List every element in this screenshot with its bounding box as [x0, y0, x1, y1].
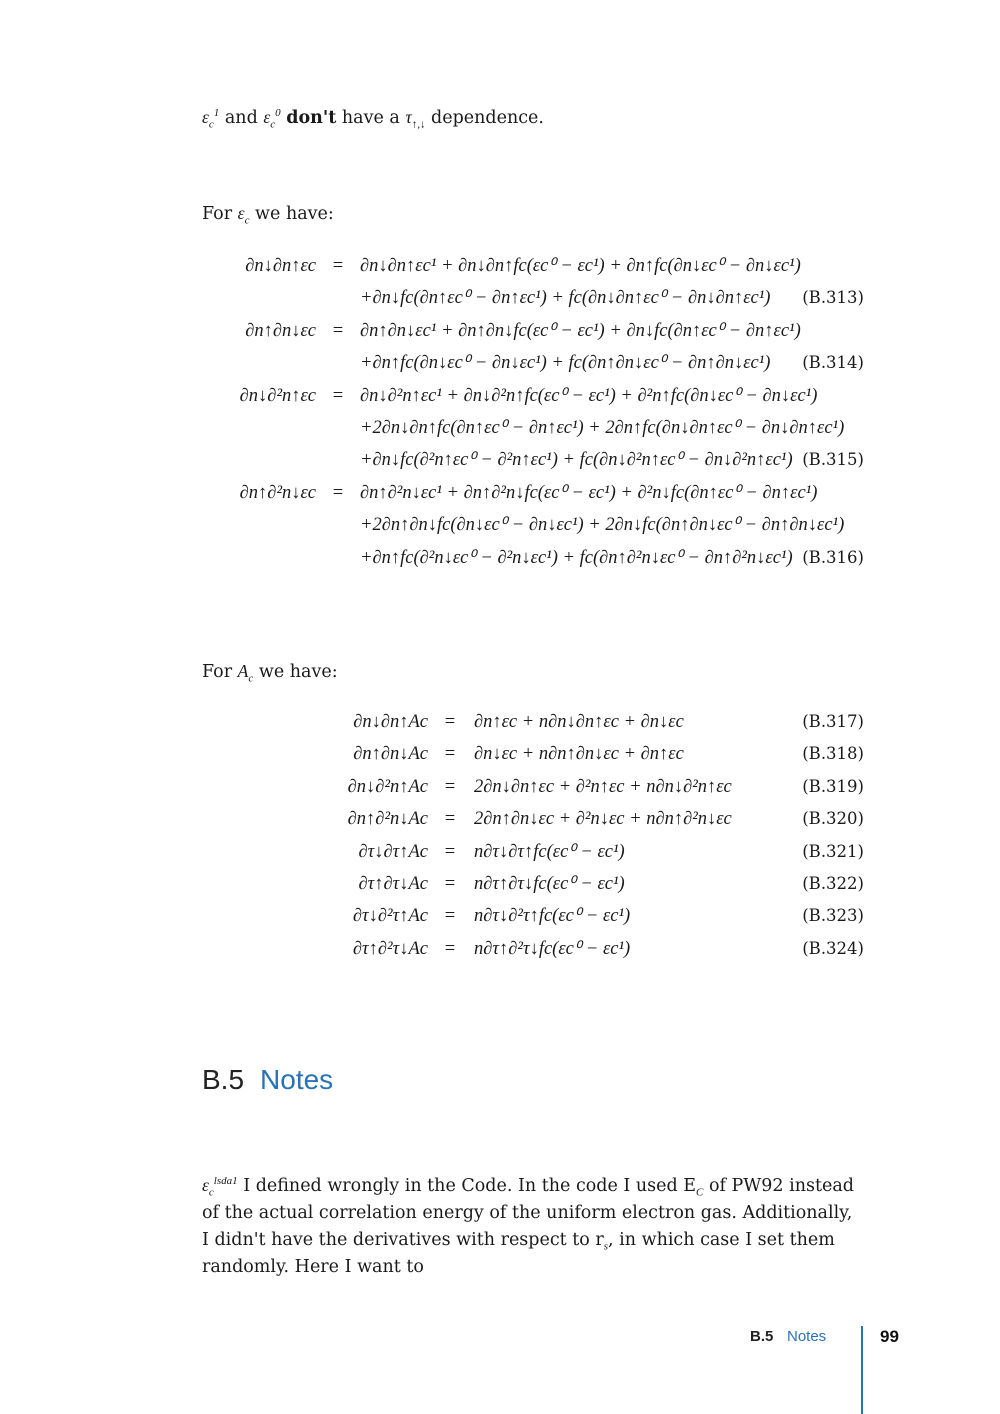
eps-eq-row: [0, 477, 1000, 509]
eps-eq-row: [0, 315, 1000, 347]
intro-dont: don't: [286, 108, 337, 128]
A-eq-row: [0, 706, 1000, 738]
A-eq-rhs: n∂τ↓∂²τ↑fc(εc⁰ − εc¹): [474, 906, 631, 927]
A-eq-rhs: n∂τ↓∂τ↑fc(εc⁰ − εc¹): [474, 841, 625, 862]
A-eq-row: [0, 868, 1000, 900]
eps-eq-rhs: +∂n↓fc(∂n↑εc⁰ − ∂n↑εc¹) + fc(∂n↓∂n↑εc⁰ − ∂n↓∂n↑εc¹): [360, 288, 771, 309]
A-eq-equals: =: [444, 906, 456, 927]
eps-eq-equals: =: [332, 385, 344, 406]
A-eq-number: (B.323): [802, 906, 864, 926]
footer-section-number: B.5: [750, 1328, 774, 1345]
A-eq-lhs: ∂n↑∂²n↓Ac: [347, 809, 428, 830]
A-eq-equals: =: [444, 874, 456, 894]
eps-eq-lhs: ∂n↓∂²n↑εc: [239, 385, 316, 406]
eps-eq-lhs: ∂n↑∂²n↓εc: [239, 482, 316, 503]
A-eq-number: (B.321): [802, 841, 864, 861]
section-number: B.5: [202, 1064, 245, 1095]
A-eq-equals: =: [444, 712, 456, 732]
A-eq-rhs: ∂n↑εc + n∂n↓∂n↑εc + ∂n↓εc: [474, 712, 684, 732]
eps-eq-row: [0, 509, 1000, 541]
A-eq-equals: =: [444, 841, 456, 862]
intro-line: $\varepsilon_c^1$ and $\varepsilon_c^0$ don't have a $\tau_{↑,↓}$ dependence.: [202, 107, 544, 131]
A-eq-row: [0, 933, 1000, 965]
page-number: 99: [880, 1327, 899, 1346]
A-eq-equals: =: [444, 938, 456, 959]
eps-eq-number: (B.316): [802, 547, 864, 567]
A-eq-row: [0, 836, 1000, 868]
eps-eq-rhs: ∂n↑∂²n↓εc¹ + ∂n↑∂²n↓fc(εc⁰ − εc¹) + ∂²n↓fc(∂n↑εc⁰ − ∂n↑εc¹): [360, 482, 818, 503]
for-A-line: For $A_c$ we have:: [202, 661, 338, 685]
intro-and: and: [224, 108, 258, 128]
eps-eq-row: [0, 412, 1000, 444]
eps-eq-rhs: +2∂n↑∂n↓fc(∂n↓εc⁰ − ∂n↓εc¹) + 2∂n↓fc(∂n↑∂n↓εc⁰ − ∂n↑∂n↓εc¹): [360, 515, 845, 536]
A-eq-lhs: ∂τ↑∂²τ↓Ac: [352, 938, 428, 959]
A-eq-lhs: ∂n↑∂n↓Ac: [353, 744, 428, 765]
intro-tail: dependence.: [431, 108, 544, 128]
intro-rest: have a: [341, 108, 400, 128]
eps-eq-rhs: ∂n↓∂n↑εc¹ + ∂n↓∂n↑fc(εc⁰ − εc¹) + ∂n↑fc(∂n↓εc⁰ − ∂n↓εc¹): [360, 256, 801, 276]
A-eq-lhs: ∂τ↓∂τ↑Ac: [358, 841, 428, 862]
notes-paragraph: $\varepsilon_c^{lsda1}$ I defined wrongly in the Code. In the code I used $E_C$ of PW92 instead of the actual correlation energy of the uniform electron gas. Additionally, I didn't have the derivatives with respect to $r_s$, in which case I set them randomly. Here I want to: [202, 1175, 854, 1277]
eps-eq-rhs: +2∂n↓∂n↑fc(∂n↑εc⁰ − ∂n↑εc¹) + 2∂n↑fc(∂n↓∂n↑εc⁰ − ∂n↓∂n↑εc¹): [360, 418, 845, 438]
eps-eq-number: (B.313): [802, 288, 864, 308]
eps-eq-rhs: +∂n↓fc(∂²n↑εc⁰ − ∂²n↑εc¹) + fc(∂n↓∂²n↑εc⁰ − ∂n↓∂²n↑εc¹): [360, 450, 793, 471]
eps-eq-row: [0, 347, 1000, 379]
A-eq-rhs: n∂τ↑∂τ↓fc(εc⁰ − εc¹): [474, 874, 625, 894]
eps-eq-rhs: ∂n↓∂²n↑εc¹ + ∂n↓∂²n↑fc(εc⁰ − εc¹) + ∂²n↑fc(∂n↓εc⁰ − ∂n↓εc¹): [360, 385, 818, 406]
for-eps-line: For $\varepsilon_c$ we have:: [202, 203, 334, 227]
A-eq-rhs: 2∂n↓∂n↑εc + ∂²n↑εc + n∂n↓∂²n↑εc: [474, 776, 732, 797]
eps-eq-row: [0, 380, 1000, 412]
A-eq-number: (B.324): [802, 938, 864, 958]
eps-eq-row: [0, 282, 1000, 314]
footer-rule: [861, 1326, 863, 1414]
A-eq-lhs: ∂n↓∂²n↑Ac: [347, 776, 428, 797]
eps-eq-number: (B.315): [802, 450, 864, 470]
footer-section-title: Notes: [787, 1328, 827, 1345]
eps-eq-lhs: ∂n↑∂n↓εc: [245, 320, 316, 341]
A-eq-number: (B.317): [802, 712, 864, 731]
A-eq-rhs: 2∂n↑∂n↓εc + ∂²n↓εc + n∂n↑∂²n↓εc: [474, 809, 732, 830]
eps-eq-rhs: +∂n↑fc(∂n↓εc⁰ − ∂n↓εc¹) + fc(∂n↑∂n↓εc⁰ − ∂n↑∂n↓εc¹): [360, 353, 771, 374]
A-eq-equals: =: [444, 809, 456, 830]
eps-eq-row: [0, 250, 1000, 282]
eps-eq-equals: =: [332, 320, 344, 341]
A-eq-equals: =: [444, 776, 456, 797]
A-eq-rhs: n∂τ↑∂²τ↓fc(εc⁰ − εc¹): [474, 938, 631, 959]
A-eq-equals: =: [444, 744, 456, 765]
A-eq-number: (B.319): [802, 776, 864, 796]
A-eq-row: [0, 803, 1000, 835]
eps-eq-equals: =: [332, 256, 344, 276]
A-eq-row: [0, 900, 1000, 932]
eps-eq-rhs: ∂n↑∂n↓εc¹ + ∂n↑∂n↓fc(εc⁰ − εc¹) + ∂n↓fc(∂n↑εc⁰ − ∂n↑εc¹): [360, 320, 801, 341]
eps-eq-lhs: ∂n↓∂n↑εc: [245, 256, 316, 276]
A-eq-lhs: ∂τ↑∂τ↓Ac: [358, 874, 428, 894]
A-eq-row: [0, 771, 1000, 803]
eps-eq-row: [0, 542, 1000, 574]
A-eq-row: [0, 738, 1000, 770]
section-heading: [202, 1060, 333, 1100]
A-eq-number: (B.320): [802, 809, 864, 829]
A-eq-number: (B.322): [802, 874, 864, 893]
A-eq-lhs: ∂n↓∂n↑Ac: [353, 712, 428, 732]
A-eq-number: (B.318): [802, 744, 864, 764]
eps-eq-rhs: +∂n↑fc(∂²n↓εc⁰ − ∂²n↓εc¹) + fc(∂n↑∂²n↓εc⁰ − ∂n↑∂²n↓εc¹): [360, 547, 793, 568]
A-eq-rhs: ∂n↓εc + n∂n↑∂n↓εc + ∂n↑εc: [474, 744, 684, 765]
eps-eq-number: (B.314): [802, 353, 864, 373]
eps-eq-equals: =: [332, 482, 344, 503]
eps-eq-row: [0, 444, 1000, 476]
section-title: Notes: [260, 1064, 334, 1095]
A-eq-lhs: ∂τ↓∂²τ↑Ac: [352, 906, 428, 927]
